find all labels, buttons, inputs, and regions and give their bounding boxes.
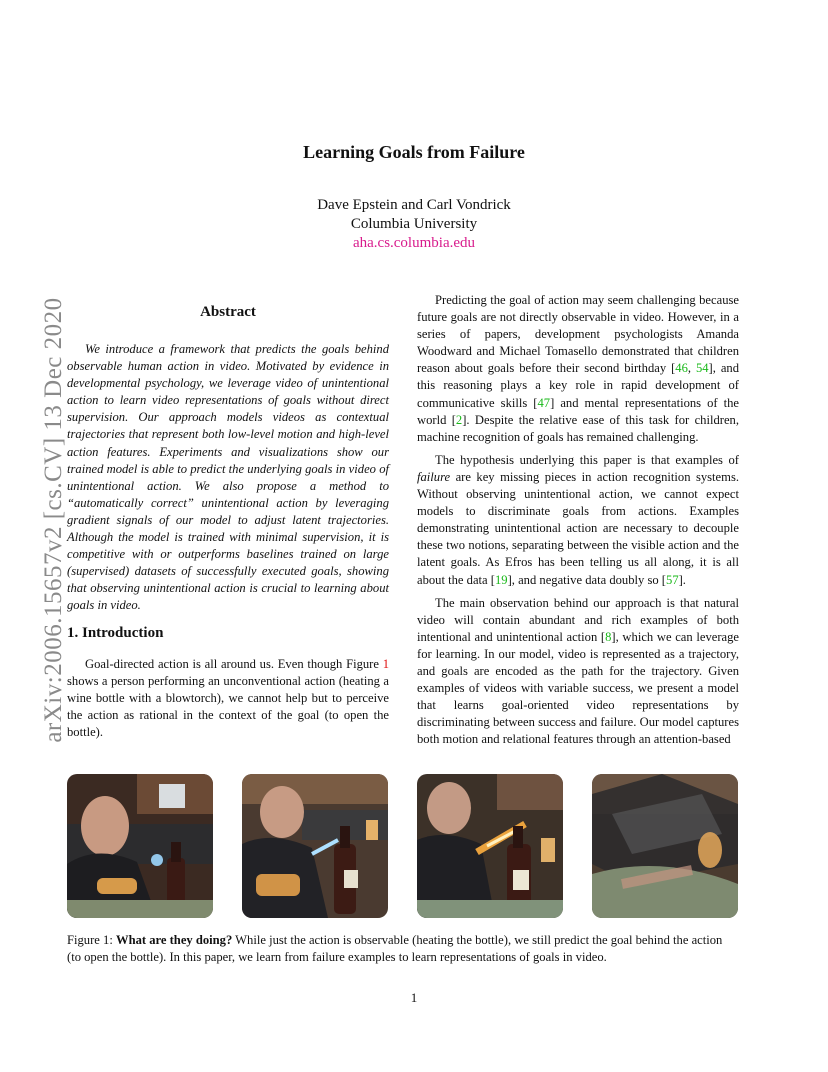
text-span: ], and this reasoning plays a key role in rapid development of communicative skills [ <box>417 361 739 410</box>
citation-link[interactable]: 57 <box>666 572 679 587</box>
introduction-heading: 1. Introduction <box>67 625 164 641</box>
author-names: Dave Epstein and Carl Vondrick <box>317 197 511 213</box>
citation-link[interactable]: 54 <box>695 361 709 376</box>
right-column <box>417 292 739 754</box>
text-span: ] and mental representations of the world [ <box>417 395 740 427</box>
figure-frame-4 <box>592 774 738 918</box>
citation-link[interactable]: 19 <box>494 572 508 587</box>
figure-frame-3 <box>417 774 563 918</box>
text-span: The main observation behind our approach is that natural video will contain abundant and rich examples of both intentional and unintentional action [ <box>417 595 739 644</box>
right-paragraph-3 <box>417 595 739 749</box>
video-frame-image <box>242 774 388 918</box>
emphasis: failure <box>417 469 451 484</box>
abstract-text: We introduce a framework that predicts the goals behind observable human action in video. Motivated by evidence in developmental psychology, we leverage video of unintentional action to learn video representations of goals without direct supervision. Our approach models videos as contextual trajectories that represent both low-level motion and high-level action features. Experiments and visualizations show our trained model is able to predict the underlying goals in video of unintentional action. We also propose a method to “automatically correct” unintentional action by leveraging gradient signals of our model to adjust latent trajectories. Although the model is trained with minimal supervision, it is competitive with or outperforms baselines trained on large (supervised) datasets of successfully executed goals, showing that observing unintentional action is crucial to learning about goals in video. <box>67 342 389 613</box>
citation-link[interactable]: 46 <box>675 361 688 376</box>
text-span: shows a person performing an unconventional action (heating a wine bottle with a blowtorch), we cannot help but to perceive the action as rational in the context of the goal (to open the bottle). <box>67 674 389 740</box>
text-span: , <box>687 361 696 376</box>
author-affiliation: Columbia University <box>350 216 478 232</box>
text-span: ], and negative data doubly so [ <box>507 572 667 587</box>
text-span: ]. <box>678 572 686 587</box>
figure-frame-2 <box>242 774 388 918</box>
citation-link[interactable]: 8 <box>605 629 612 644</box>
video-frame-image <box>67 774 213 918</box>
text-span: Goal-directed action is all around us. Even though Figure <box>85 657 383 671</box>
citation-link[interactable]: 47 <box>537 395 551 410</box>
right-paragraph-2 <box>417 452 739 589</box>
caption-label: Figure 1: <box>67 933 116 947</box>
paper-title: Learning Goals from Failure <box>303 142 525 162</box>
citation-link[interactable]: 2 <box>455 412 463 427</box>
author-block <box>0 196 828 253</box>
text-span: The hypothesis underlying this paper is that examples of <box>435 452 739 467</box>
arxiv-stamp: arXiv:2006.15657v2 [cs.CV] 13 Dec 2020 <box>40 297 67 743</box>
page-number: 1 <box>410 990 418 1005</box>
abstract-heading: Abstract <box>200 304 256 320</box>
video-frame-image <box>592 774 738 918</box>
text-span: Predicting the goal of action may seem challenging because future goals are not directly observable in video. However, in a series of papers, development psychologists Amanda Woodward and Michael Tomasello demonstrated that children reason about goals before their second birthday [ <box>417 293 739 376</box>
text-span: are key missing pieces in action recognition systems. Without observing unintentional action, we cannot expect models to discriminate goals from actions. Examples demonstrating unintentional action are necessary to decouple these two notions, separating between the visible action and the latent goals. As Efros has been telling us all along, it is all about the data [ <box>417 469 739 587</box>
figure-reference-link[interactable]: 1 <box>382 657 389 671</box>
figure-caption <box>67 932 739 966</box>
figure-frame-1 <box>67 774 213 918</box>
caption-bold-question: What are they doing? <box>115 933 233 947</box>
caption-text: While just the action is observable (heating the bottle), we still predict the goal behind the action (to open the bottle). In this paper, we learn from failure examples to learn representations of goals in video. <box>67 933 723 964</box>
intro-paragraph-1 <box>67 656 389 741</box>
video-frame-image <box>417 774 563 918</box>
text-span: ]. Despite the relative ease of this task for children, machine recognition of goals has remained challenging. <box>417 412 739 444</box>
right-paragraph-1 <box>417 292 739 446</box>
introduction-body <box>67 656 389 747</box>
project-url[interactable]: aha.cs.columbia.edu <box>352 235 476 251</box>
abstract-body <box>67 341 389 615</box>
text-span: ], which we can leverage for learning. In our model, video is represented as a trajectory, and goals are encoded as the path for the trajectory. Given examples of videos with variable success, we present a model that learns goal-oriented video representations by discriminating between success and failure. Our model captures both motion and relational features through an attention-based <box>417 629 739 747</box>
